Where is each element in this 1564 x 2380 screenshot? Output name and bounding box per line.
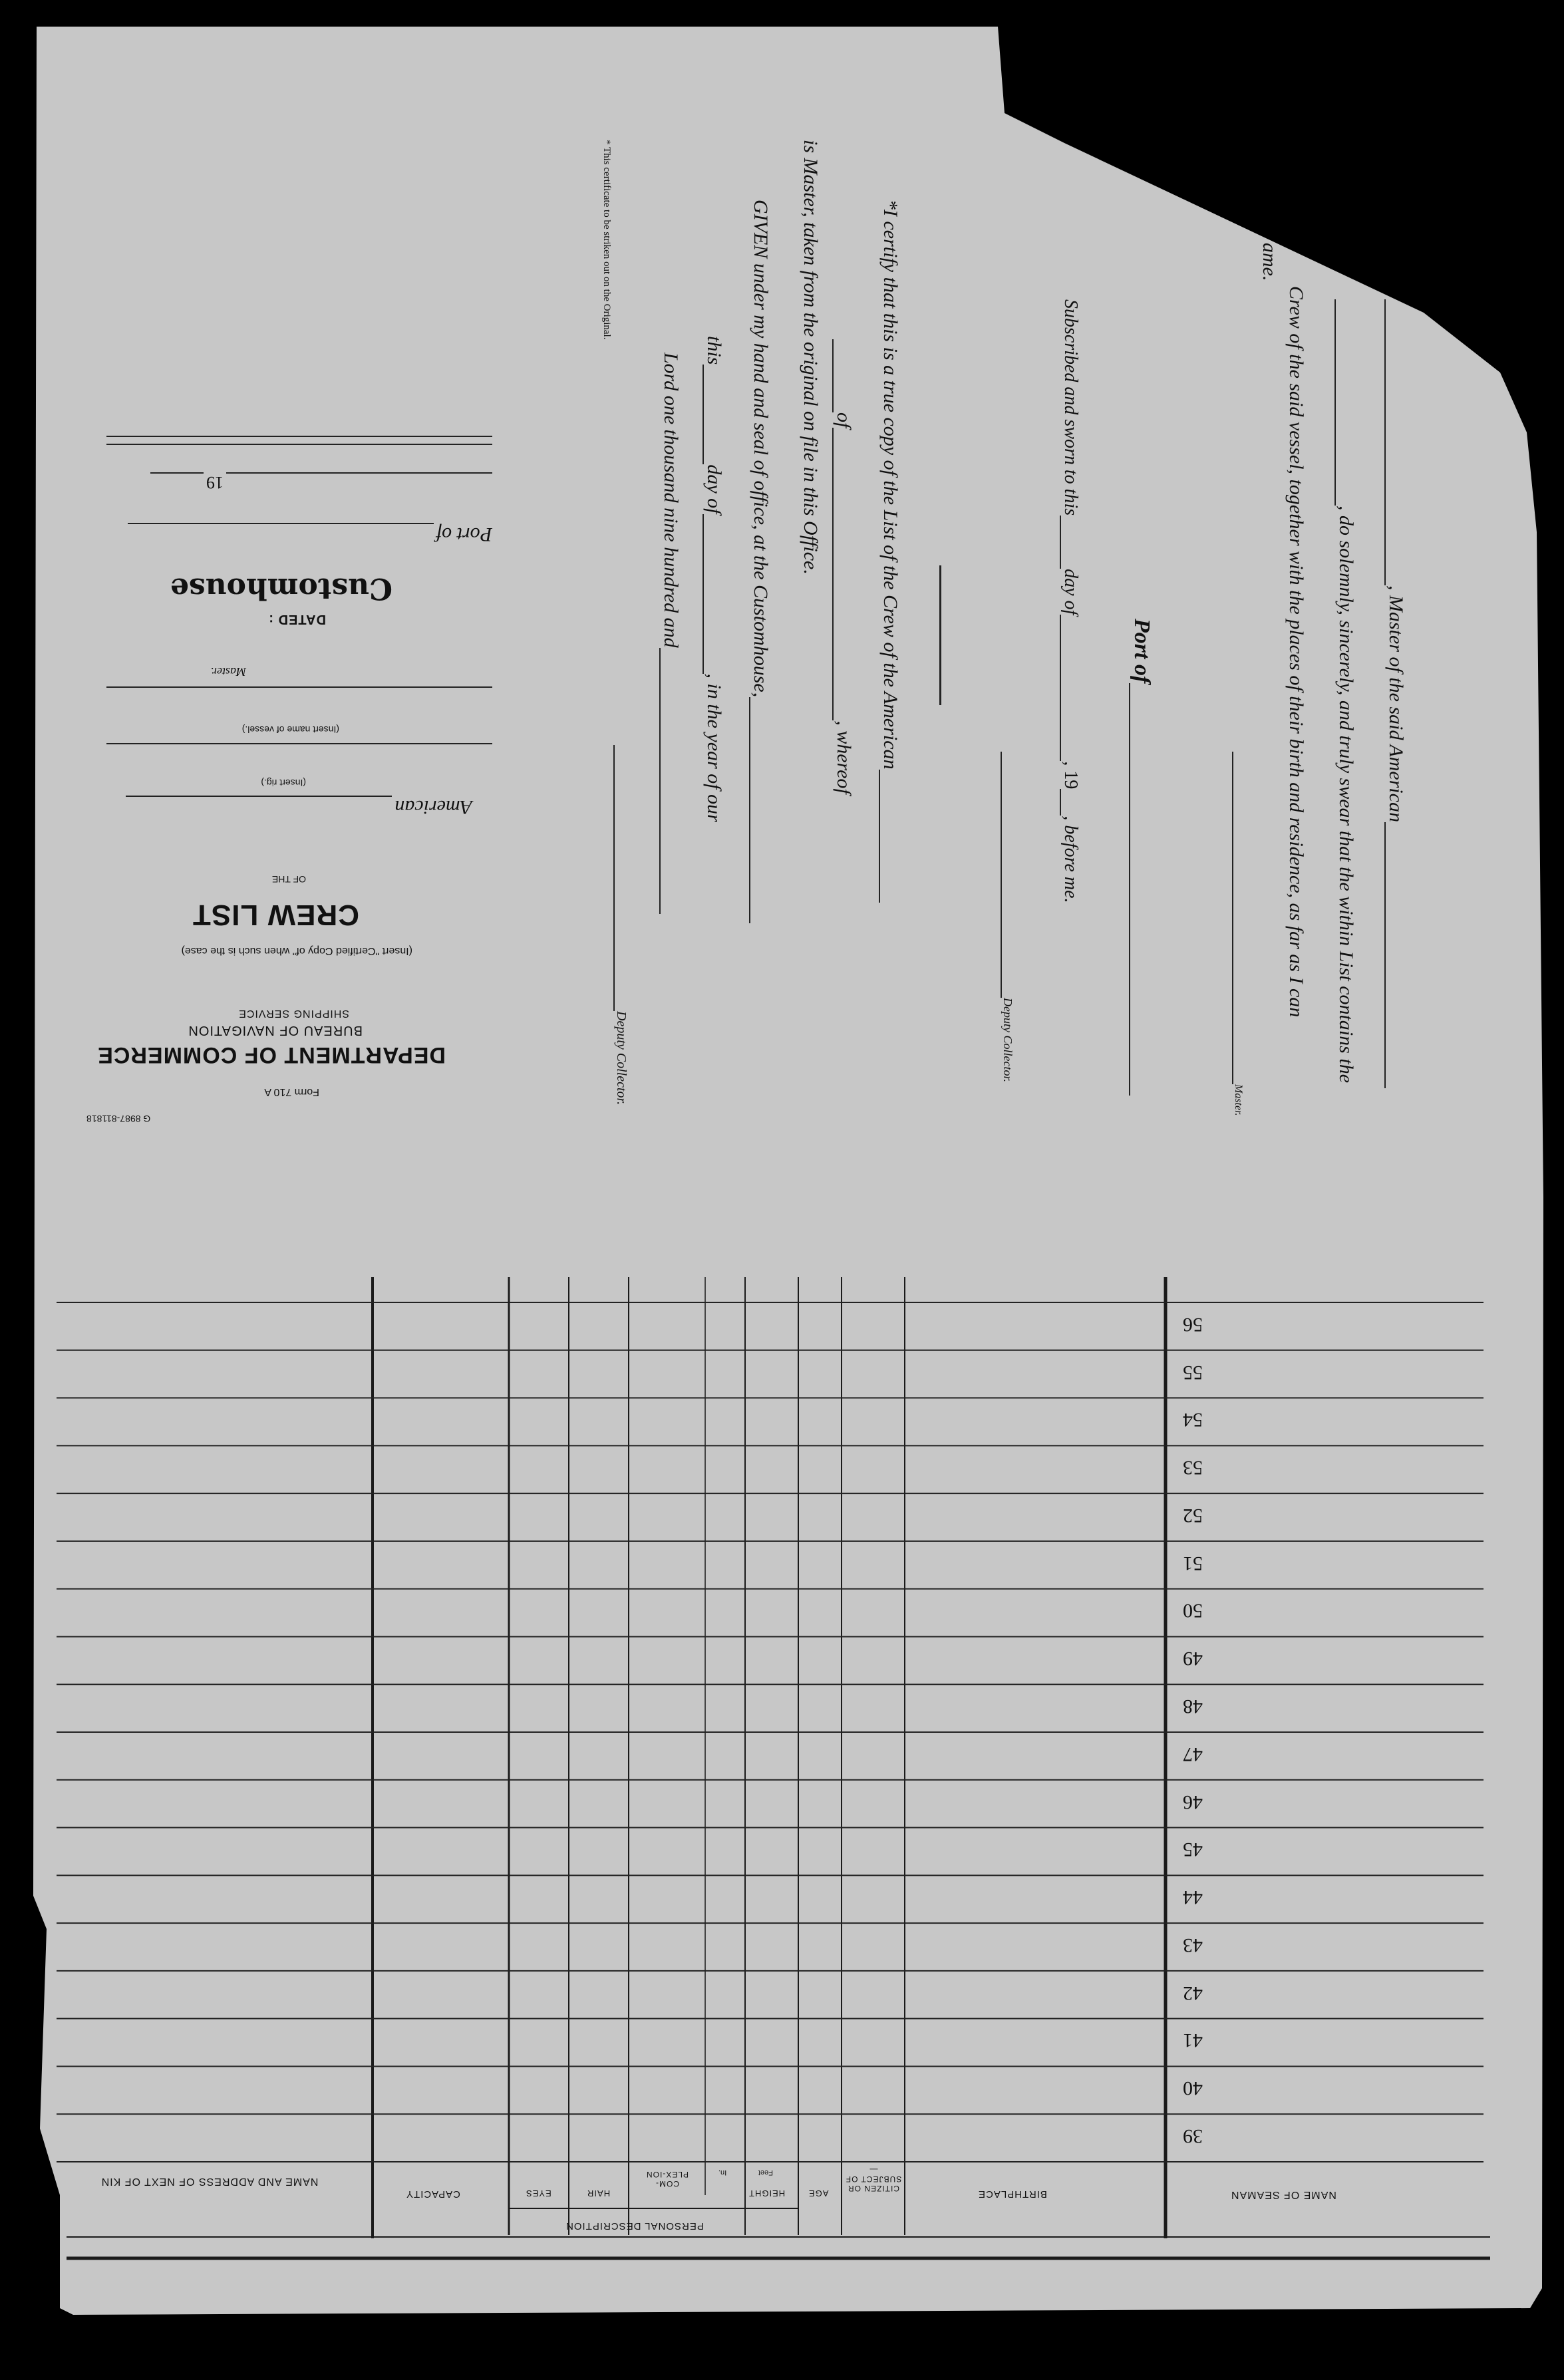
header-hair: HAIR bbox=[587, 2188, 611, 2198]
bureau-title: BUREAU OF NAVIGATION bbox=[188, 1023, 363, 1038]
row-number: 44 bbox=[1183, 1886, 1203, 1909]
header-height: HEIGHT bbox=[748, 2188, 786, 2198]
print-code: G 8987-811818 bbox=[86, 1114, 151, 1124]
dated-label: DATED : bbox=[268, 612, 326, 627]
oath-blank-2[interactable] bbox=[1334, 299, 1336, 506]
oath-subscribed-line: Subscribed and sworn to thisday of, 19, before me. bbox=[1060, 299, 1081, 903]
rule-1 bbox=[106, 444, 492, 446]
oath-line-2: , do solemnly, sincerely, and truly swear that the within List contains the bbox=[1334, 299, 1357, 1083]
row-number: 50 bbox=[1183, 1600, 1203, 1622]
master-blank[interactable] bbox=[106, 686, 492, 688]
row-number: 39 bbox=[1183, 2125, 1203, 2147]
oath-master-sig: Master. bbox=[1232, 752, 1244, 1116]
cert-line-5: thisday of, in the year of our bbox=[703, 336, 725, 822]
american-line bbox=[113, 796, 472, 818]
row-number: 43 bbox=[1183, 1934, 1203, 1956]
header-personal-description: PERSONAL DESCRIPTION bbox=[565, 2220, 704, 2232]
of-the-label: OF THE bbox=[271, 874, 306, 885]
header-complexion: COM-PLEX-ION bbox=[646, 2170, 689, 2188]
subscribed-month-blank[interactable] bbox=[1060, 615, 1062, 761]
row-number: 56 bbox=[1183, 1313, 1203, 1336]
port-blank[interactable] bbox=[128, 523, 434, 525]
oath-master-blank[interactable] bbox=[1232, 752, 1234, 1084]
service-title: SHIPPING SERVICE bbox=[238, 1008, 349, 1019]
port-of-line bbox=[93, 523, 492, 545]
cover-panel bbox=[80, 273, 506, 1131]
crew-list-title: CREW LIST bbox=[192, 899, 359, 931]
cert-line-3: is Master, taken from the original on file in this Office. bbox=[800, 140, 822, 575]
row-number: 40 bbox=[1183, 2077, 1203, 2100]
oath-vessel-blank[interactable] bbox=[1384, 822, 1386, 1088]
date-line bbox=[93, 472, 492, 492]
header-citizen: CITIZEN OR SUBJECT OF— bbox=[845, 2165, 902, 2193]
header-feet: Feet bbox=[758, 2168, 774, 2176]
american-label: American bbox=[394, 796, 472, 818]
cert-deputy-sig: Deputy Collector. bbox=[613, 745, 629, 1105]
master-label: Master. bbox=[210, 665, 246, 678]
row-number: 54 bbox=[1183, 1409, 1203, 1431]
date-blank[interactable] bbox=[226, 472, 492, 474]
rule-2 bbox=[106, 436, 492, 438]
cert-rule bbox=[939, 565, 951, 705]
cert-line-2: of, whereof bbox=[832, 339, 855, 794]
oath-deputy-sig: Deputy Collector. bbox=[1001, 752, 1015, 1082]
cert-month-blank[interactable] bbox=[703, 514, 704, 674]
cert-line-4: GIVEN under my hand and seal of office, at the Customhouse, bbox=[749, 200, 772, 923]
row-number: 41 bbox=[1183, 2029, 1203, 2052]
oath-line-4: ame. bbox=[1259, 243, 1281, 281]
customhouse-title: Customhouse bbox=[170, 571, 392, 605]
row-number: 42 bbox=[1183, 1982, 1203, 2004]
vessel-blank[interactable] bbox=[106, 743, 492, 745]
department-title: DEPARTMENT OF COMMERCE bbox=[97, 1042, 446, 1068]
row-number: 48 bbox=[1183, 1696, 1203, 1717]
row-number: 52 bbox=[1183, 1504, 1203, 1527]
subscribed-day-blank[interactable] bbox=[1060, 516, 1062, 569]
cert-year-blank[interactable] bbox=[659, 648, 661, 914]
header-age: AGE bbox=[808, 2188, 829, 2198]
cert-customhouse-blank[interactable] bbox=[749, 697, 751, 923]
rig-blank[interactable] bbox=[126, 796, 392, 798]
form-number: Form 710 A bbox=[264, 1086, 319, 1098]
year-19: 19 bbox=[206, 473, 224, 492]
row-number: 47 bbox=[1183, 1743, 1203, 1765]
row-number: 55 bbox=[1183, 1361, 1203, 1384]
cert-blank-b[interactable] bbox=[832, 428, 834, 720]
row-number: 46 bbox=[1183, 1791, 1203, 1813]
cert-deputy-blank[interactable] bbox=[613, 745, 615, 1011]
cert-day-blank[interactable] bbox=[703, 365, 704, 464]
cert-blank-a[interactable] bbox=[832, 339, 834, 412]
cert-line-1: *I certify that this is a true copy of the List of the Crew of the American bbox=[879, 200, 901, 903]
oath-line-3: Crew of the said vessel, together with the places of their birth and residence, as far as I can bbox=[1285, 286, 1307, 1018]
certified-note: (Insert "Certified Copy of" when such is the case) bbox=[181, 945, 412, 957]
row-number: 49 bbox=[1183, 1648, 1203, 1670]
header-eyes: EYES bbox=[526, 2188, 551, 2198]
port-of-label: Port of bbox=[436, 523, 492, 545]
rig-note: (Insert rig.) bbox=[261, 778, 306, 788]
row-number: 53 bbox=[1183, 1457, 1203, 1479]
vessel-note: (Insert name of vessel.) bbox=[241, 724, 339, 735]
oath-line-1: , Master of the said American bbox=[1384, 299, 1407, 1088]
row-number: 45 bbox=[1183, 1839, 1203, 1861]
year-blank[interactable] bbox=[150, 472, 204, 474]
cert-vessel-blank[interactable] bbox=[879, 770, 881, 903]
header-capacity: CAPACITY bbox=[406, 2188, 460, 2200]
oath-port-blank[interactable] bbox=[1129, 683, 1131, 1096]
header-inches: In. bbox=[718, 2168, 727, 2176]
oath-port-line: Port of bbox=[1129, 619, 1154, 1096]
header-birthplace: BIRTHPLACE bbox=[978, 2188, 1047, 2200]
oath-deputy-blank[interactable] bbox=[1001, 752, 1003, 998]
header-next-of-kin: NAME AND ADDRESS OF NEXT OF KIN bbox=[100, 2176, 319, 2187]
cert-line-6: Lord one thousand nine hundred and bbox=[659, 353, 682, 914]
cert-footnote: * This certificate to be striken out on the Original. bbox=[601, 140, 612, 340]
oath-name-blank[interactable] bbox=[1384, 299, 1386, 585]
header-name-of-seaman: NAME OF SEAMAN bbox=[1231, 2189, 1336, 2200]
row-number: 51 bbox=[1183, 1552, 1203, 1574]
